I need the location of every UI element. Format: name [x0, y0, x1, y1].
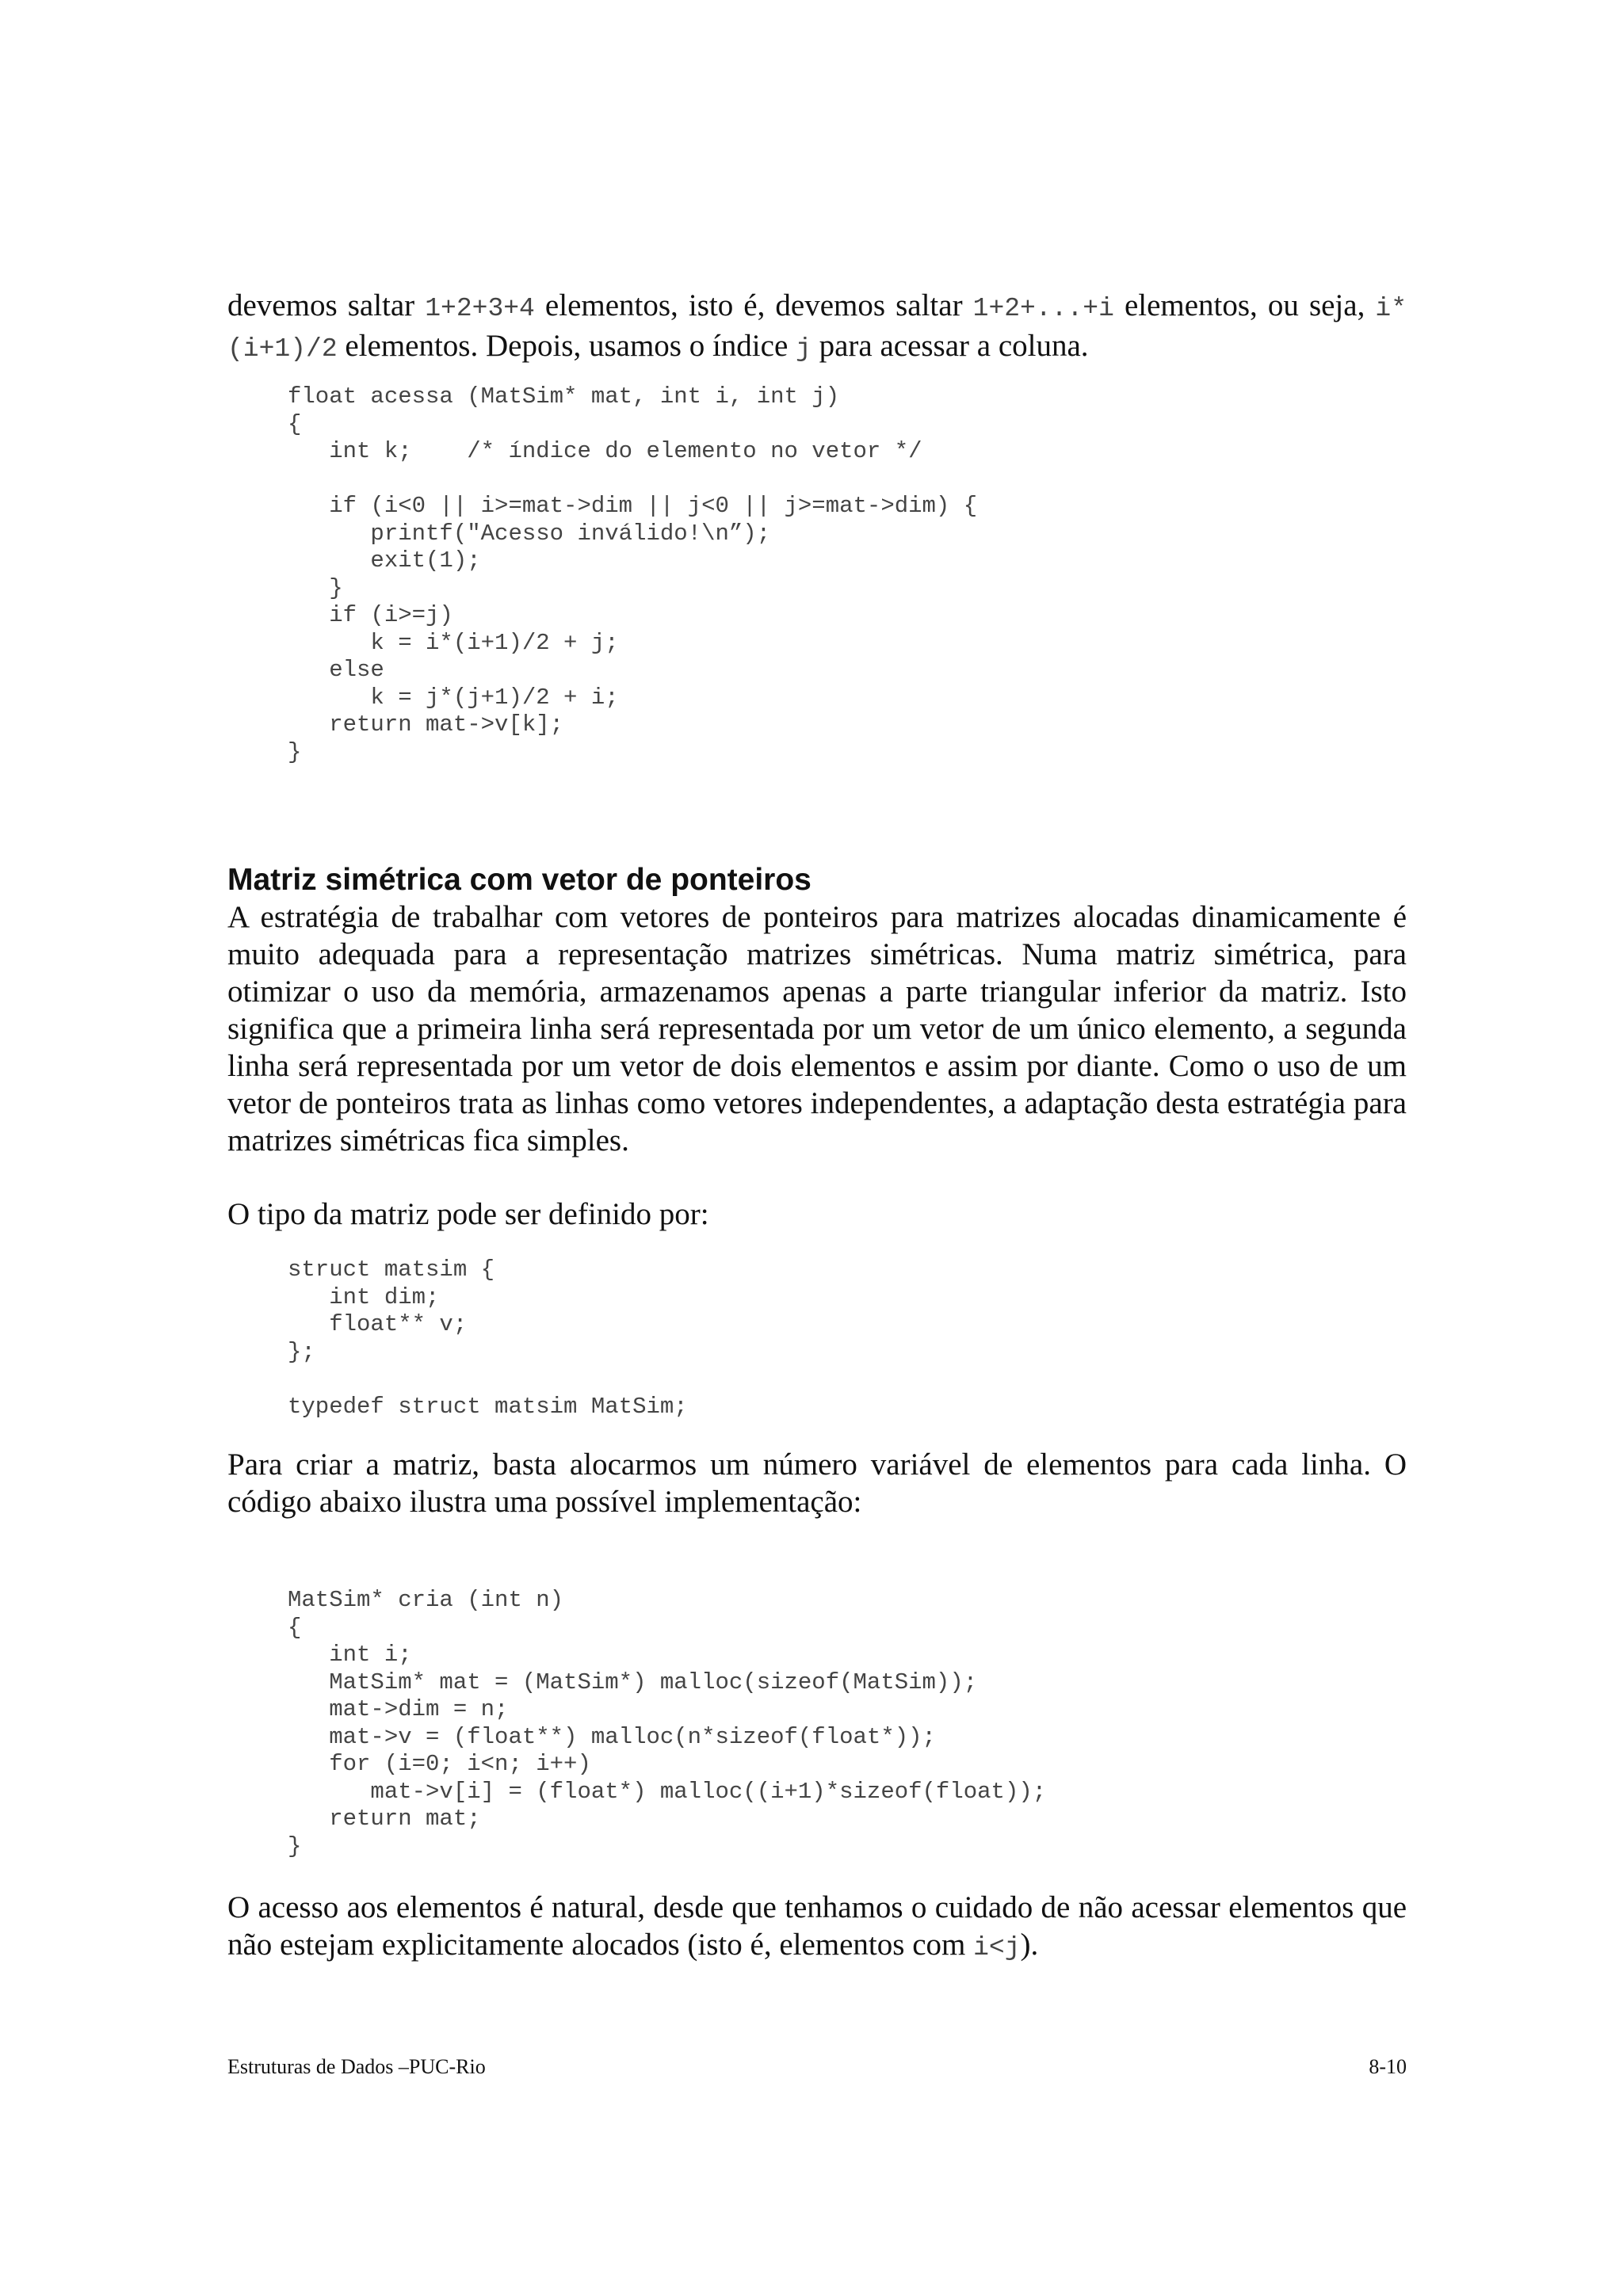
text: O acesso aos elementos é natural, desde que tenhamos o cuidado de não acessar elementos que não estejam explicitamente alocados (isto é, elementos com: [227, 1890, 1407, 1962]
section-heading: Matriz simétrica com vetor de ponteiros: [227, 863, 812, 897]
inline-code: 1+2+...+i: [972, 294, 1114, 323]
paragraph-create: Para criar a matriz, basta alocarmos um número variável de elementos para cada linha. O código abaixo ilustra uma possível implementação:: [227, 1447, 1407, 1519]
inline-code: i*(i+1)/2: [227, 294, 1407, 364]
code-block-struct: struct matsim { int dim; float** v; }; typedef struct matsim MatSim;: [288, 1257, 688, 1420]
text: elementos, ou seja,: [1113, 288, 1376, 322]
text: para acessar a coluna.: [811, 329, 1089, 363]
page-number: 8-10: [1369, 2055, 1407, 2078]
inline-code: 1+2+3+4: [425, 294, 535, 323]
footer-title: Estruturas de Dados –PUC-Rio: [227, 2055, 486, 2078]
inline-code: j: [796, 334, 812, 364]
paragraph-access: [227, 1889, 1407, 1966]
paragraph-intro: [227, 287, 1407, 368]
text: devemos saltar: [227, 288, 426, 322]
text: elementos, isto é, devemos saltar: [534, 288, 973, 322]
page-content: [227, 287, 1407, 1966]
paragraph-strategy: A estratégia de trabalhar com vetores de ponteiros para matrizes alocadas dinamicamente é muito adequada para a representação matrizes simétricas. Numa matriz simétrica, para otimizar o uso da memória, armazenamos apenas a parte triangular inferior da matriz. Isto significa que a primeira linha será representada por um vetor de um único elemento, a segunda linha será representada por um vetor de dois elementos e assim por diante. Como o uso de um vetor de ponteiros trata as linhas como vetores independentes, a adaptação desta estratégia para matrizes simétricas fica simples.: [227, 900, 1407, 1158]
code-block-cria: MatSim* cria (int n) { int i; MatSim* mat = (MatSim*) malloc(sizeof(MatSim)); mat->dim = n; mat->v = (float**) malloc(n*sizeof(float*)); for (i=0; i<n; i++) mat->v[i] = (float*) malloc((i+1)*sizeof(float)); return mat; }: [288, 1587, 1047, 1859]
inline-code: i<j: [973, 1933, 1021, 1962]
text: ).: [1020, 1928, 1039, 1962]
code-block-acessa: float acessa (MatSim* mat, int i, int j) { int k; /* índice do elemento no vetor */ if (i<0 || i>=mat->dim || j<0 || j>=mat->dim) { printf("Acesso inválido!\n”); exit(1); } if (i>=j) k = i*(i+1)/2 + j; else k = j*(j+1)/2 + i; return mat->v[k]; }: [288, 383, 978, 765]
text: elementos. Depois, usamos o índice: [337, 329, 796, 363]
paragraph-type-definition: O tipo da matriz pode ser definido por:: [227, 1197, 709, 1231]
